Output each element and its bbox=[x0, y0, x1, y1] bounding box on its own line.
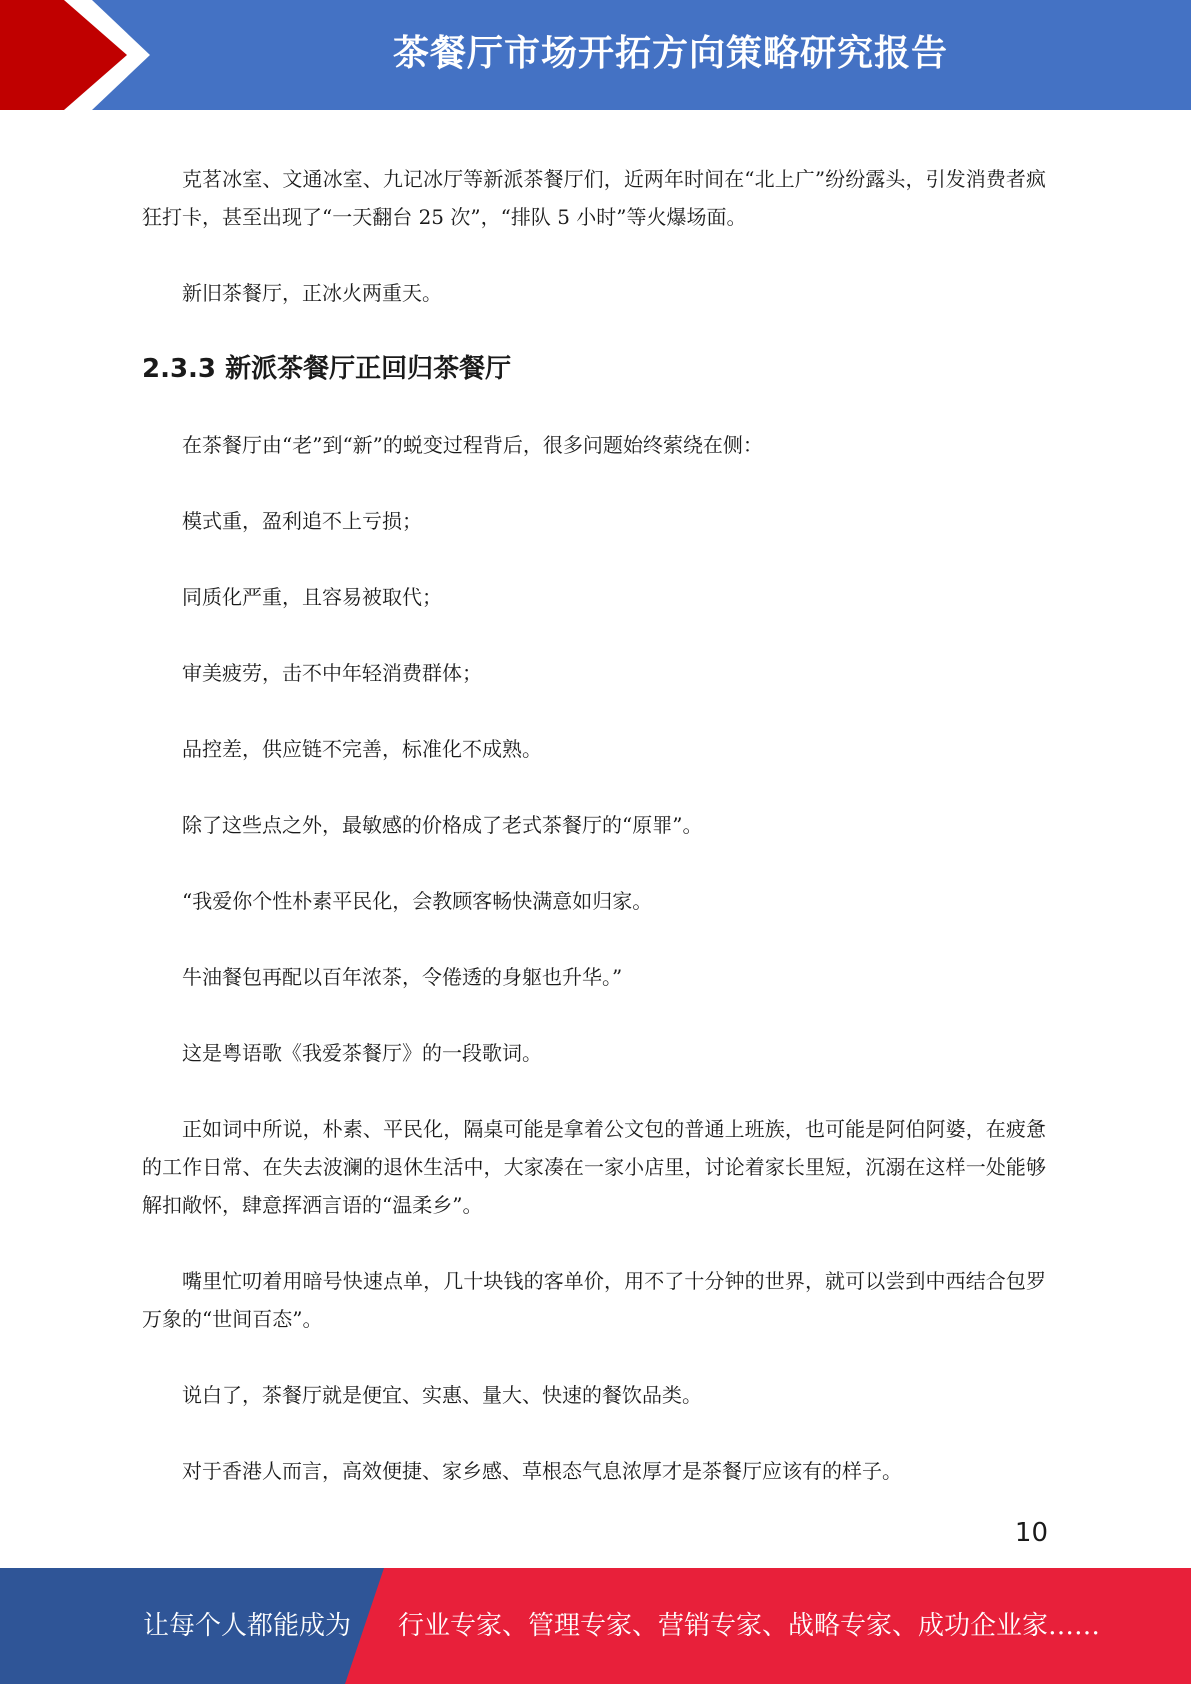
paragraph-problem-aesthetic: 审美疲劳，击不中年轻消费群体； bbox=[182, 661, 482, 685]
paragraph-song-source: 这是粤语歌《我爱茶餐厅》的一段歌词。 bbox=[182, 1041, 542, 1065]
paragraph-price-sin: 除了这些点之外，最敏感的价格成了老式茶餐厅的“原罪”。 bbox=[182, 813, 703, 837]
paragraph-problem-quality: 品控差，供应链不完善，标准化不成熟。 bbox=[182, 737, 542, 761]
paragraph-lyric-line-2: 牛油餐包再配以百年浓茶，令倦透的身躯也升华。” bbox=[182, 965, 623, 989]
report-title: 茶餐厅市场开拓方向策略研究报告 bbox=[392, 33, 948, 74]
paragraph-old-vs-new: 新旧茶餐厅，正冰火两重天。 bbox=[182, 281, 442, 305]
paragraph-lyric-line-1: “我爱你个性朴素平民化，会教顾客畅快满意如归家。 bbox=[182, 889, 653, 913]
paragraph-hongkong-view: 对于香港人而言，高效便捷、家乡感、草根态气息浓厚才是茶餐厅应该有的样子。 bbox=[182, 1459, 902, 1483]
footer-slogan-right: 行业专家、管理专家、营销专家、战略专家、成功企业家…… bbox=[398, 1611, 1101, 1641]
page-header bbox=[0, 0, 1191, 110]
section-heading: 2.3.3 新派茶餐厅正回归茶餐厅 bbox=[142, 354, 512, 384]
paragraph-plain-folk: 正如词中所说，朴素、平民化，隔桌可能是拿着公文包的普通上班族，也可能是阿伯阿婆，在疲惫的工作日常、在失去波澜的退休生活中，大家凑在一家小店里，讨论着家长里短，沉溺在这样一处能够解扣敞怀，肆意挥洒言语的“温柔乡”。 bbox=[142, 1117, 1046, 1217]
paragraph-problem-homogeneity: 同质化严重，且容易被取代； bbox=[182, 585, 442, 609]
page-footer bbox=[0, 1568, 1191, 1684]
paragraph-problem-model: 模式重，盈利追不上亏损； bbox=[182, 509, 422, 533]
footer-slogan-left: 让每个人都能成为 bbox=[143, 1611, 352, 1641]
paragraph-new-style-cafes: 克茗冰室、文通冰室、九记冰厅等新派茶餐厅们，近两年时间在“北上广”纷纷露头，引发消费者疯狂打卡，甚至出现了“一天翻台 25 次”，“排队 5 小时”等火爆场面。 bbox=[142, 167, 1046, 229]
document-body bbox=[142, 160, 1046, 1490]
page-number: 10 bbox=[1014, 1518, 1048, 1548]
paragraph-category-summary: 说白了，茶餐厅就是便宜、实惠、量大、快速的餐饮品类。 bbox=[182, 1383, 702, 1407]
paragraph-problems-intro: 在茶餐厅由“老”到“新”的蜕变过程背后，很多问题始终萦绕在侧： bbox=[182, 433, 763, 457]
paragraph-quick-order: 嘴里忙叨着用暗号快速点单，几十块钱的客单价，用不了十分钟的世界，就可以尝到中西结合包罗万象的“世间百态”。 bbox=[142, 1269, 1046, 1331]
